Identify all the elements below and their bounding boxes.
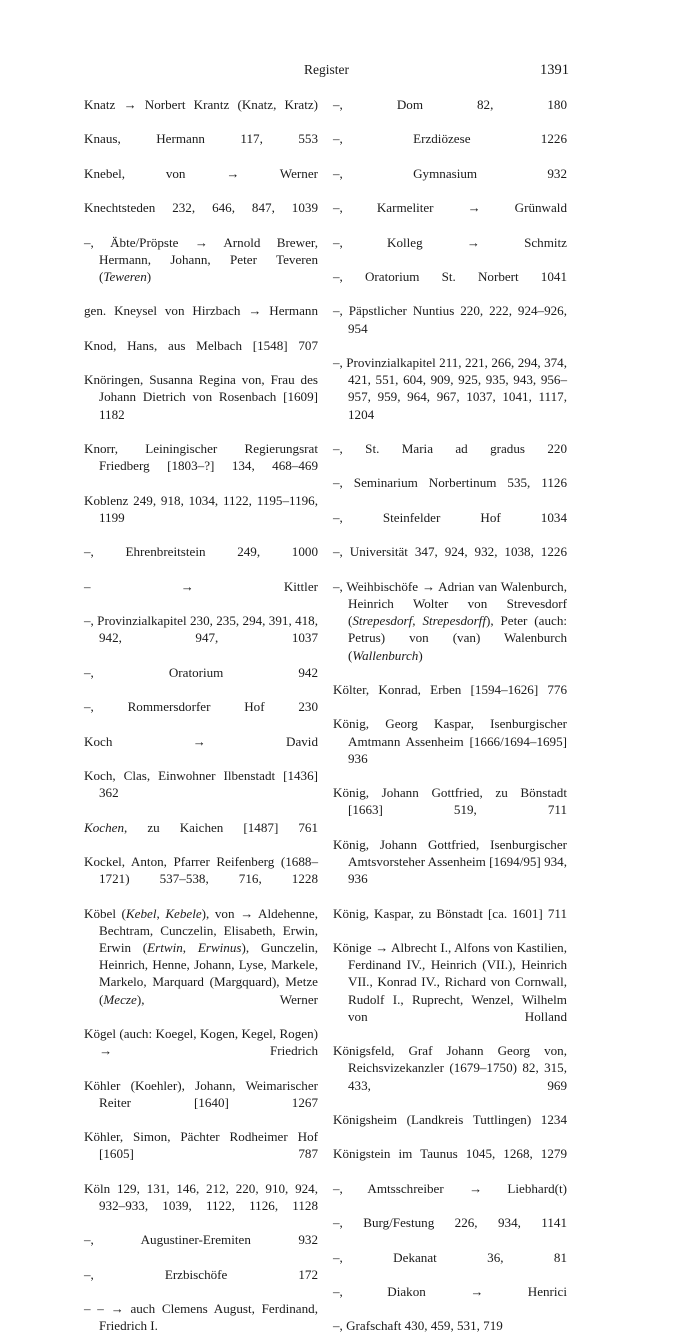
index-entry: –, Universität 347, 924, 932, 1038, 1226 (333, 544, 567, 560)
index-entry: –, Provinzialkapitel 230, 235, 294, 391, 418, 942, 947, 1037 (84, 613, 318, 646)
index-entry: Knöringen, Susanna Regina von, Frau des Johann Dietrich von Rosenbach [1609] 1182 (84, 372, 318, 422)
index-entry: Knod, Hans, aus Melbach [1548] 707 (84, 337, 318, 353)
index-entry: –, Päpstlicher Nuntius 220, 222, 924–926, 954 (333, 303, 567, 336)
index-entry: –, Amtsschreiber → Liebhard(t) (333, 1180, 567, 1196)
index-entry: Köln 129, 131, 146, 212, 220, 910, 924, 932–933, 1039, 1122, 1126, 1128 (84, 1180, 318, 1213)
index-entry: Koch → David (84, 733, 318, 749)
index-entry: –, St. Maria ad gradus 220 (333, 441, 567, 457)
index-entry: Kögel (auch: Koegel, Kogen, Kegel, Rogen) → Friedrich (84, 1025, 318, 1059)
index-entry: Köhler (Koehler), Johann, Weimarischer Reiter [1640] 1267 (84, 1077, 318, 1110)
index-entry: Könige → Albrecht I., Alfons von Kastilien, Ferdinand IV., Heinrich (VII.), Heinrich VII., Konrad IV., Richard von Cornwall, Rudolf I., Ruprecht, Wenzel, Wilhelm von Holland (333, 939, 567, 1024)
index-entry: –, Steinfelder Hof 1034 (333, 509, 567, 525)
index-entry: –, Ehrenbreitstein 249, 1000 (84, 544, 318, 560)
index-entry: König, Georg Kaspar, Isenburgischer Amtmann Assenheim [1666/1694–1695] 936 (333, 716, 567, 766)
index-entry: –, Dom 82, 180 (333, 97, 567, 112)
index-entry: –, Oratorium 942 (84, 664, 318, 680)
index-entry: Kochen, zu Kaichen [1487] 761 (84, 819, 318, 835)
index-entry: Knorr, Leiningischer Regierungsrat Friedberg [1803–?] 134, 468–469 (84, 441, 318, 474)
index-entry: –, Provinzialkapitel 211, 221, 266, 294, 374, 421, 551, 604, 909, 925, 935, 943, 956–957, 959, 964, 967, 1037, 1041, 1117, 1204 (333, 355, 567, 422)
index-entry: –, Gymnasium 932 (333, 165, 567, 181)
index-entry: Knechtsteden 232, 646, 847, 1039 (84, 200, 318, 216)
index-entry: Knatz → Norbert Krantz (Knatz, Kratz) (84, 97, 318, 112)
index-entry: –, Erzdiözese 1226 (333, 131, 567, 147)
index-entry: Koblenz 249, 918, 1034, 1122, 1195–1196, 1199 (84, 492, 318, 525)
index-entry: Knaus, Hermann 117, 553 (84, 131, 318, 147)
index-entry: – → Kittler (84, 578, 318, 594)
index-entry: –, Weihbischöfe → Adrian van Walenburch, Heinrich Wolter von Strevesdorf (Strepesdorf, Strepesdorff), Peter (auch: Petrus) von (van) Walenburch (Wallenburch) (333, 578, 567, 663)
index-entry: gen. Kneysel von Hirzbach → Hermann (84, 303, 318, 319)
index-entry: –, Augustiner-Eremiten 932 (84, 1232, 318, 1248)
index-entry: –, Rommersdorfer Hof 230 (84, 699, 318, 715)
running-title: Register (304, 62, 349, 77)
index-entry: –, Dekanat 36, 81 (333, 1249, 567, 1265)
index-entry: –, Seminarium Norbertinum 535, 1126 (333, 475, 567, 491)
page-number: 1391 (540, 62, 569, 78)
index-entry: Königsfeld, Graf Johann Georg von, Reichsvizekanzler (1679–1750) 82, 315, 433, 969 (333, 1043, 567, 1093)
index-entry: –, Diakon → Henrici (333, 1284, 567, 1300)
index-entry: Koch, Clas, Einwohner Ilbenstadt [1436] 362 (84, 767, 318, 801)
index-entry: –, Oratorium St. Norbert 1041 (333, 269, 567, 285)
index-column-left (84, 96, 318, 1335)
index-entry: Knebel, von → Werner (84, 165, 318, 181)
index-entry: Költer, Konrad, Erben [1594–1626] 776 (333, 681, 567, 697)
index-entry: –, Kolleg → Schmitz (333, 234, 567, 250)
index-entry: Köhler, Simon, Pächter Rodheimer Hof [1605] 787 (84, 1129, 318, 1162)
index-entry: König, Johann Gottfried, zu Bönstadt [1663] 519, 711 (333, 785, 567, 818)
index-entry: Königstein im Taunus 1045, 1268, 1279 (333, 1146, 567, 1162)
index-entry: König, Johann Gottfried, Isenburgischer Amtsvorsteher Assenheim [1694/95] 934, 936 (333, 836, 567, 887)
index-entry: –, Äbte/Pröpste → Arnold Brewer, Hermann, Johann, Peter Teveren (Teweren) (84, 234, 318, 285)
index-column-right (333, 96, 567, 1335)
index-entry: Köbel (Kebel, Kebele), von → Aldehenne, Bechtram, Cunczelin, Elisabeth, Erwin, Erwin (Ertwin, Erwinus), Gunczelin, Heinrich, Henne, Johann, Lyse, Markele, Markelo, Marquard (Margquard), Metze (Mecze), Werner (84, 905, 318, 1007)
index-entry: –, Grafschaft 430, 459, 531, 719 (333, 1318, 503, 1334)
index-entry: Königsheim (Landkreis Tuttlingen) 1234 (333, 1111, 567, 1127)
index-entry: –, Karmeliter → Grünwald (333, 200, 567, 216)
index-entry: –, Burg/Festung 226, 934, 1141 (333, 1215, 567, 1231)
index-entry: Kockel, Anton, Pfarrer Reifenberg (1688–1721) 537–538, 716, 1228 (84, 853, 318, 887)
running-header (84, 62, 569, 82)
index-entry: König, Kaspar, zu Bönstadt [ca. 1601] 711 (333, 905, 567, 921)
index-entry: – – → auch Clemens August, Ferdinand, Friedrich I. (84, 1301, 318, 1334)
index-entry: –, Erzbischöfe 172 (84, 1266, 318, 1282)
